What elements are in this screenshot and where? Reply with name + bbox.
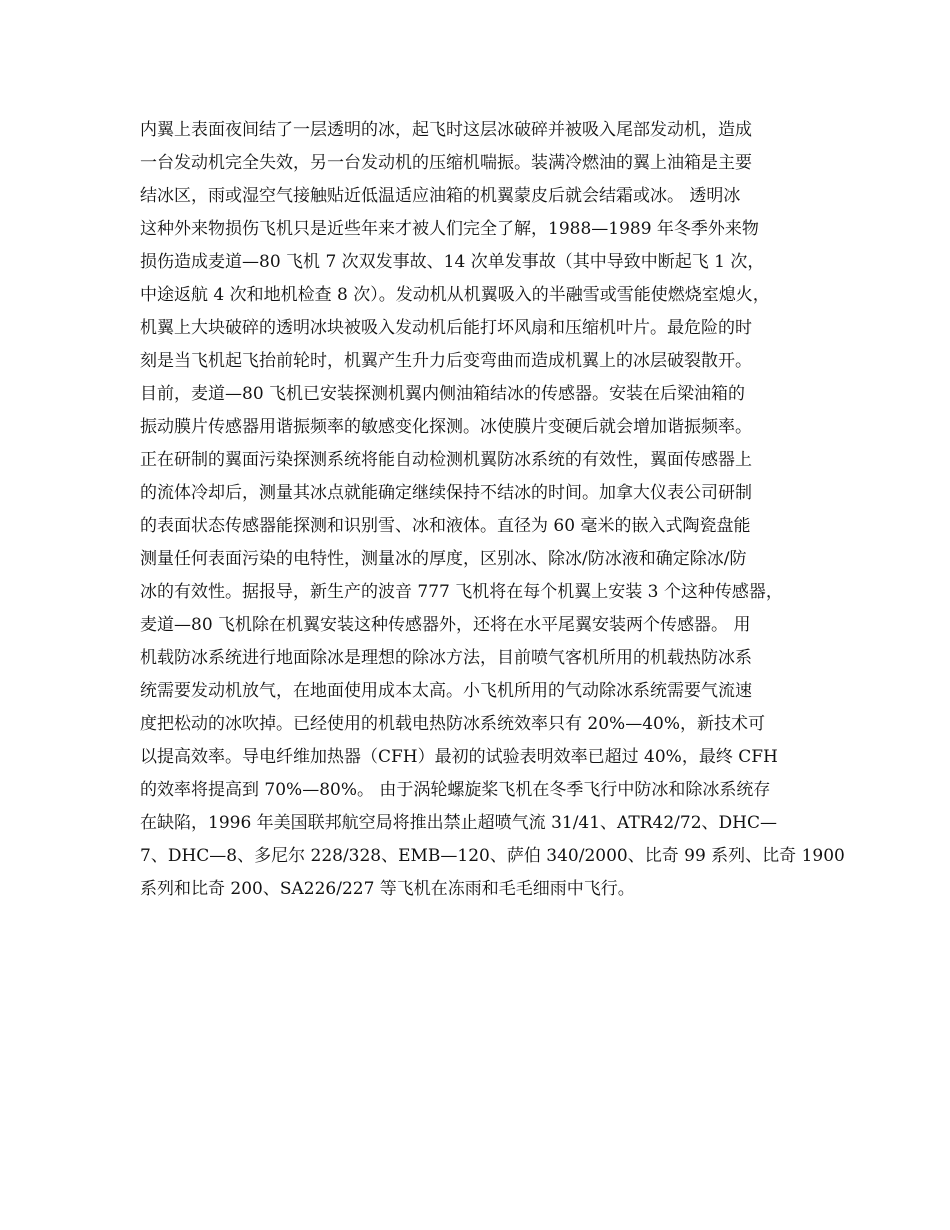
text-line: 的表面状态传感器能探测和识别雪、冰和液体。直径为 60 毫米的嵌入式陶瓷盘能 bbox=[140, 516, 751, 536]
text-line: 正在研制的翼面污染探测系统将能自动检测机翼防冰系统的有效性，翼面传感器上 bbox=[140, 450, 752, 470]
text-line: 机翼上大块破碎的透明冰块被吸入发动机后能打坏风扇和压缩机叶片。最危险的时 bbox=[140, 318, 752, 338]
text-line: 统需要发动机放气，在地面使用成本太高。小飞机所用的气动除冰系统需要气流速 bbox=[140, 681, 752, 701]
text-line: 度把松动的冰吹掉。已经使用的机载电热防冰系统效率只有 20%—40%，新技术可 bbox=[140, 714, 765, 734]
text-line: 振动膜片传感器用谐振频率的敏感变化探测。冰使膜片变硬后就会增加谐振频率。 bbox=[140, 417, 752, 437]
text-line: 7、DHC—8、多尼尔 228/328、EMB—120、萨伯 340/2000、比奇 99 系列、比奇 1900 bbox=[140, 846, 845, 866]
text-line: 损伤造成麦道—80 飞机 7 次双发事故、14 次单发事故（其中导致中断起飞 1 次， bbox=[140, 252, 765, 272]
text-line: 麦道—80 飞机除在机翼安装这种传感器外，还将在水平尾翼安装两个传感器。 用 bbox=[140, 615, 751, 635]
text-line: 在缺陷，1996 年美国联邦航空局将推出禁止超喷气流 31/41、ATR42/72、DHC— bbox=[140, 813, 778, 833]
text-line: 测量任何表面污染的电特性，测量冰的厚度，区别冰、除冰/防冰液和确定除冰/防 bbox=[140, 549, 747, 569]
text-line: 中途返航 4 次和地机检查 8 次）。发动机从机翼吸入的半融雪或雪能使燃烧室熄火， bbox=[140, 285, 770, 305]
text-line: 的流体冷却后，测量其冰点就能确定继续保持不结冰的时间。加拿大仪表公司研制 bbox=[140, 483, 752, 503]
text-line: 一台发动机完全失效，另一台发动机的压缩机喘振。装满冷燃油的翼上油箱是主要 bbox=[140, 153, 752, 173]
text-line: 这种外来物损伤飞机只是近些年来才被人们完全了解，1988—1989 年冬季外来物 bbox=[140, 219, 759, 239]
text-line: 系列和比奇 200、SA226/227 等飞机在冻雨和毛毛细雨中飞行。 bbox=[140, 879, 635, 899]
text-line: 机载防冰系统进行地面除冰是理想的除冰方法，目前喷气客机所用的机载热防冰系 bbox=[140, 648, 752, 668]
text-line: 目前，麦道—80 飞机已安装探测机翼内侧油箱结冰的传感器。安装在后梁油箱的 bbox=[140, 384, 746, 404]
text-line: 以提高效率。导电纤维加热器（CFH）最初的试验表明效率已超过 40%，最终 CFH bbox=[140, 747, 778, 767]
body-text bbox=[140, 114, 845, 906]
text-line: 结冰区，雨或湿空气接触贴近低温适应油箱的机翼蒙皮后就会结霜或冰。 透明冰 bbox=[140, 186, 741, 206]
text-line: 的效率将提高到 70%—80%。 由于涡轮螺旋桨飞机在冬季飞行中防冰和除冰系统存 bbox=[140, 780, 771, 800]
text-line: 冰的有效性。据报导，新生产的波音 777 飞机将在每个机翼上安装 3 个这种传感器， bbox=[140, 582, 783, 602]
text-line: 刻是当飞机起飞抬前轮时，机翼产生升力后变弯曲而造成机翼上的冰层破裂散开。 bbox=[140, 351, 752, 371]
text-line: 内翼上表面夜间结了一层透明的冰，起飞时这层冰破碎并被吸入尾部发动机，造成 bbox=[140, 120, 752, 140]
